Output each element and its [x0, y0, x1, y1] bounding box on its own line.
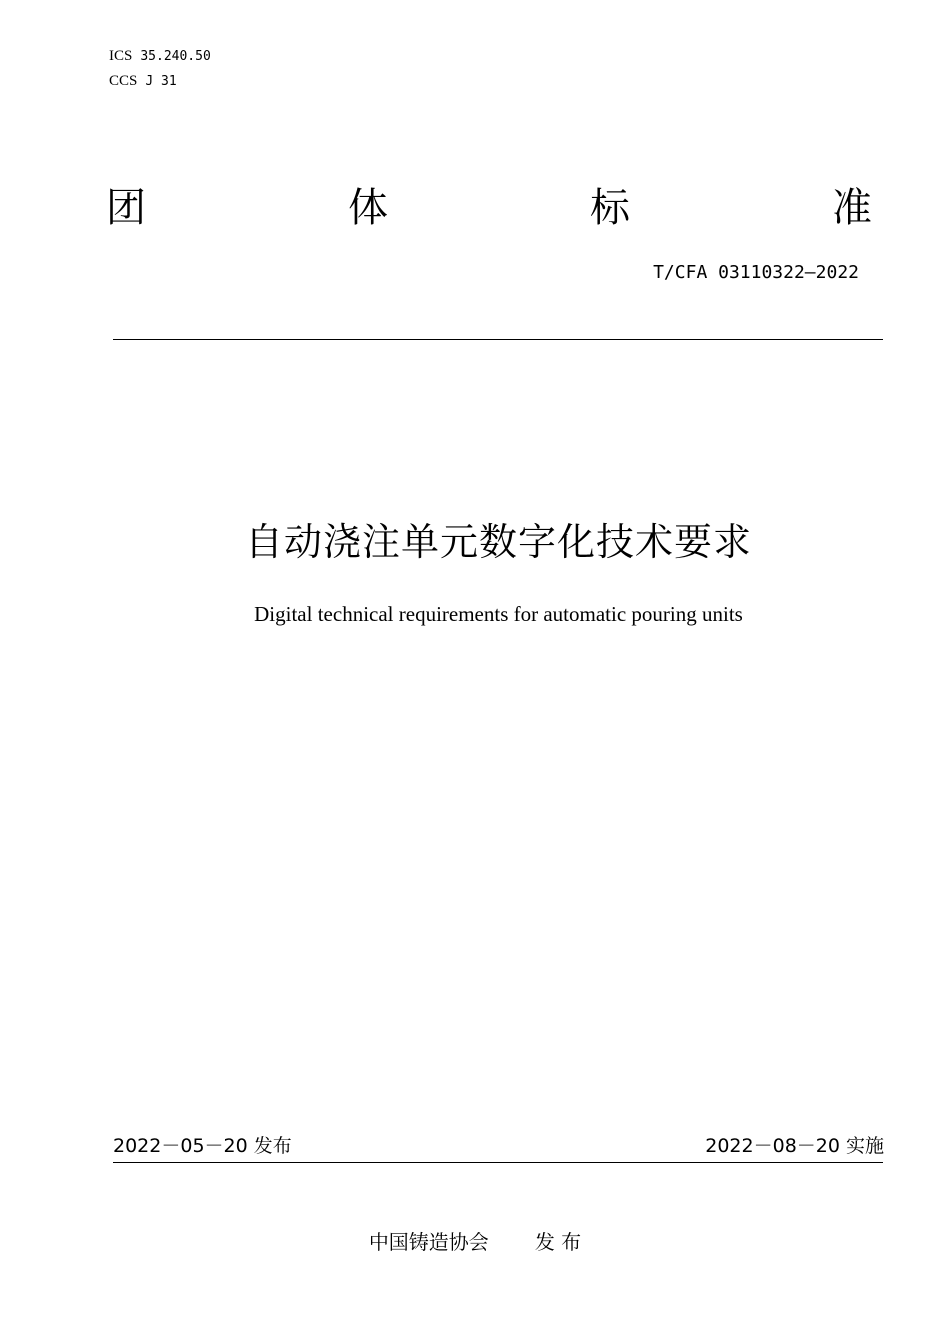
ics-classification: [109, 48, 211, 65]
standard-type-char-1: 团: [106, 185, 146, 231]
publisher-line: [0, 1229, 950, 1255]
ccs-value: J 31: [145, 74, 177, 89]
publisher-action: 发 布: [534, 1230, 582, 1254]
issue-date: 2022－05－20 发布: [113, 1135, 292, 1157]
ccs-label: CCS: [109, 73, 138, 89]
standard-type-char-4: 准: [832, 185, 872, 231]
standard-number: T/CFA 03110322—2022: [653, 262, 859, 283]
footer-divider: [113, 1162, 883, 1163]
title-chinese: 自动浇注单元数字化技术要求: [244, 520, 752, 564]
implementation-date: 2022－08－20 实施: [705, 1135, 884, 1157]
ics-label: ICS: [109, 48, 133, 64]
ccs-classification: [109, 73, 177, 90]
publisher-name: 中国铸造协会: [368, 1230, 489, 1254]
standard-type-char-3: 标: [590, 185, 630, 231]
ics-value: 35.240.50: [140, 49, 211, 64]
standard-type-char-2: 体: [348, 185, 388, 231]
title-english: Digital technical requirements for automatic pouring units: [254, 602, 743, 626]
header-divider: [113, 339, 883, 340]
